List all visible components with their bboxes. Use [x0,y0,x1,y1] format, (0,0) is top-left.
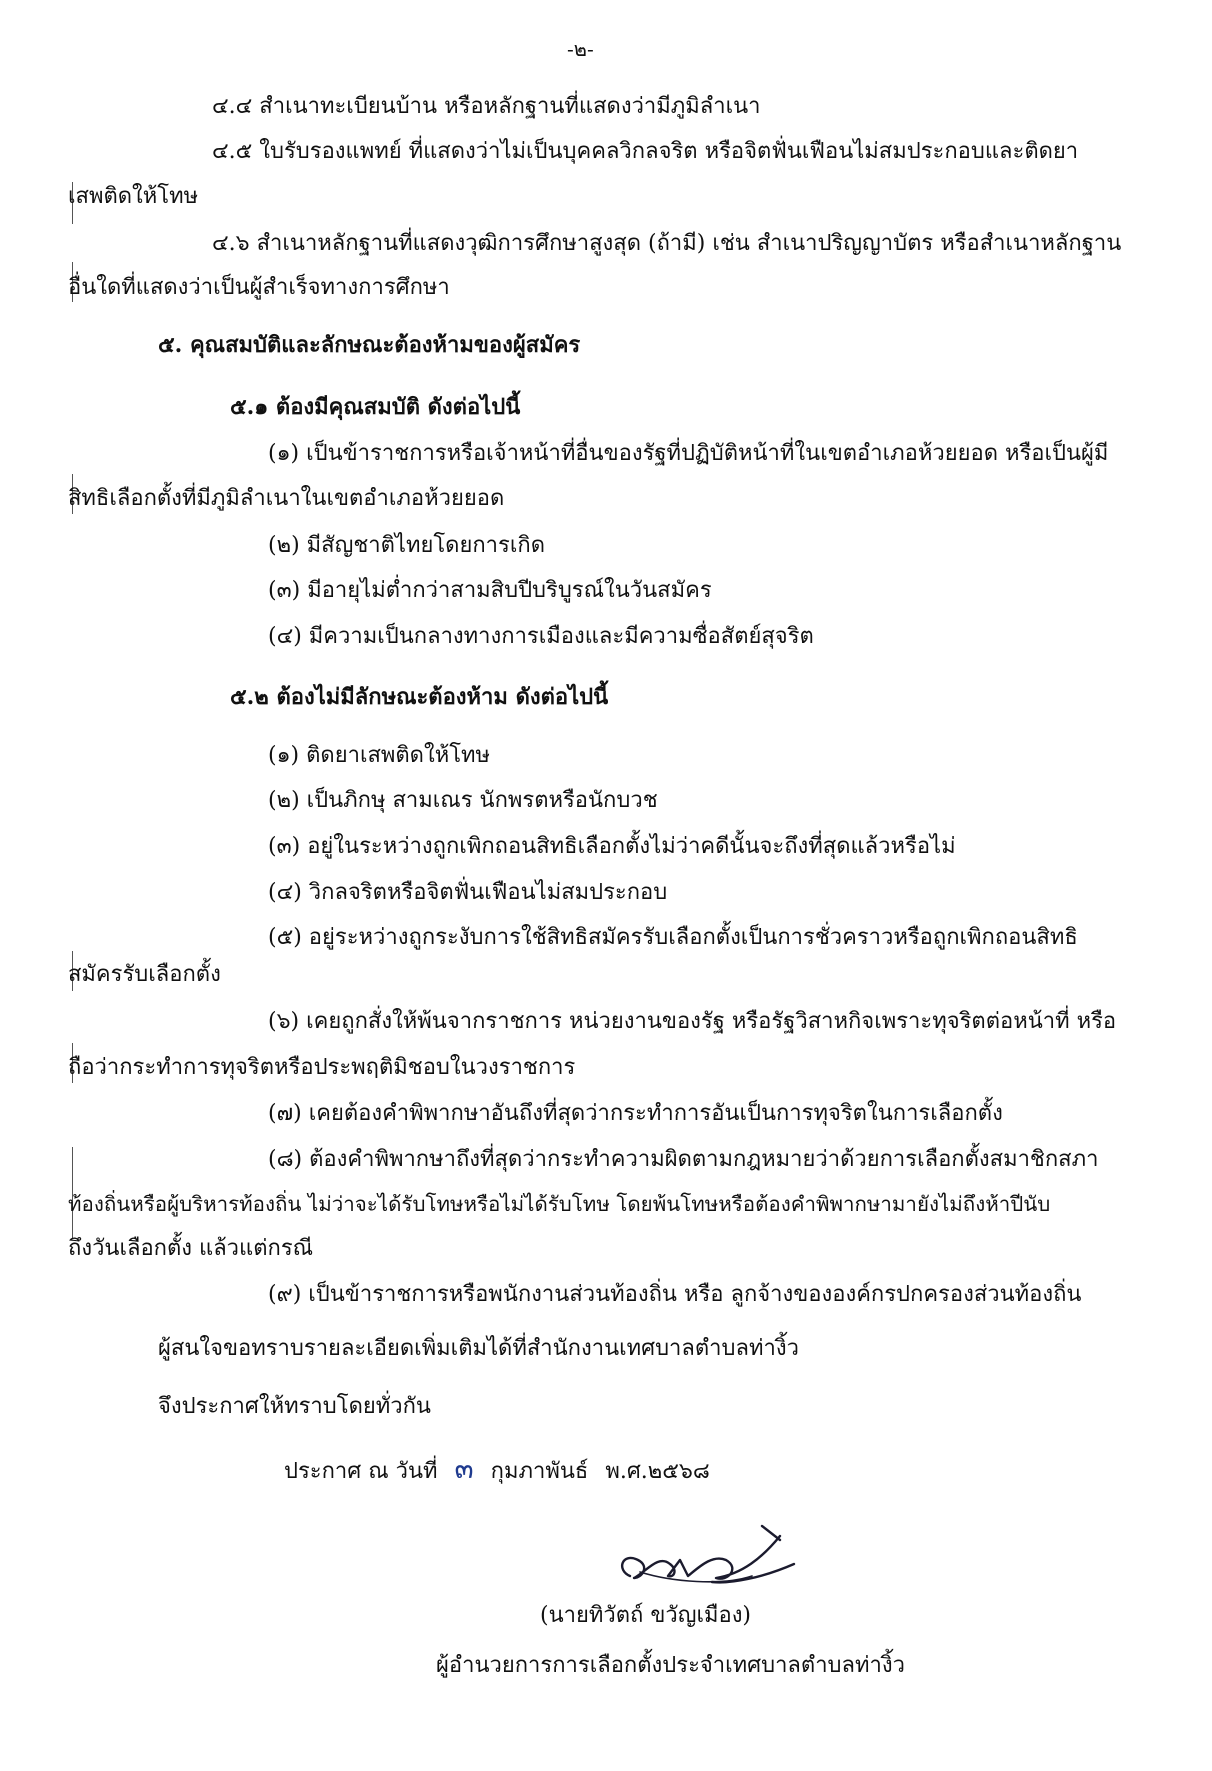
qualification-3: (๓) มีอายุไม่ต่ำกว่าสามสิบปีบริบูรณ์ในวันสมัคร [268,578,712,603]
qualification-2: (๒) มีสัญชาติไทยโดยการเกิด [268,533,545,558]
date-month: กุมภาพันธ์ [490,1459,589,1484]
page-number: -๒- [567,37,594,61]
date-day: ๓ [454,1452,474,1485]
item-4-5-line1: ๔.๕ ใบรับรองแพทย์ ที่แสดงว่าไม่เป็นบุคคลวิกลจริต หรือจิตฟั่นเฟือนไม่สมประกอบและติดยา [212,139,1079,164]
item-4-5-line2: เสพติดให้โทษ [68,184,199,209]
prohibition-4: (๔) วิกลจริตหรือจิตฟั่นเฟือนไม่สมประกอบ [268,880,668,905]
prohibition-6-line2: ถือว่ากระทำการทุจริตหรือประพฤติมิชอบในวงราชการ [68,1055,576,1080]
prohibition-1: (๑) ติดยาเสพติดให้โทษ [268,743,491,768]
qualification-1-line2: สิทธิเลือกตั้งที่มีภูมิลำเนาในเขตอำเภอห้วยยอด [68,486,505,511]
section-5-heading: ๕. คุณสมบัติและลักษณะต้องห้ามของผู้สมัคร [158,332,581,358]
prohibition-5-line1: (๕) อยู่ระหว่างถูกระงับการใช้สิทธิสมัครรับเลือกตั้งเป็นการชั่วคราวหรือถูกเพิกถอนสิทธิ [268,925,1078,950]
prohibition-8-line3: ถึงวันเลือกตั้ง แล้วแต่กรณี [68,1236,314,1261]
item-4-6-line1: ๔.๖ สำเนาหลักฐานที่แสดงวุฒิการศึกษาสูงสุด (ถ้ามี) เช่น สำเนาปริญญาบัตร หรือสำเนาหลักฐาน [212,231,1122,256]
section-5-1-heading: ๕.๑ ต้องมีคุณสมบัติ ดังต่อไปนี้ [230,394,521,420]
date-year: พ.ศ.๒๕๖๘ [605,1459,710,1484]
prohibition-6-line1: (๖) เคยถูกสั่งให้พ้นจากราชการ หน่วยงานของรัฐ หรือรัฐวิสาหกิจเพราะทุจริตต่อหน้าที่ หรือ [268,1009,1117,1034]
handwritten-signature [612,1512,807,1590]
prohibition-7: (๗) เคยต้องคำพิพากษาอันถึงที่สุดว่ากระทำการอันเป็นการทุจริตในการเลือกตั้ง [268,1101,1003,1126]
signatory-position: ผู้อำนวยการการเลือกตั้งประจำเทศบาลตำบลท่างิ้ว [436,1653,905,1678]
prohibition-8-line2: ท้องถิ่นหรือผู้บริหารท้องถิ่น ไม่ว่าจะได้รับโทษหรือไม่ได้รับโทษ โดยพ้นโทษหรือต้องคำพิพากษามายังไม่ถึงห้าปีนับ [68,1192,1051,1216]
announcement-date [284,1454,710,1487]
qualification-1-line1: (๑) เป็นข้าราชการหรือเจ้าหน้าที่อื่นของรัฐที่ปฏิบัติหน้าที่ในเขตอำเภอห้วยยอด หรือเป็นผู้มี [268,441,1109,466]
prohibition-8-line1: (๘) ต้องคำพิพากษาถึงที่สุดว่ากระทำความผิดตามกฎหมายว่าด้วยการเลือกตั้งสมาชิกสภา [268,1147,1099,1172]
item-4-6-line2: อื่นใดที่แสดงว่าเป็นผู้สำเร็จทางการศึกษา [68,275,450,300]
prohibition-9: (๙) เป็นข้าราชการหรือพนักงานส่วนท้องถิ่น หรือ ลูกจ้างขององค์กรปกครองส่วนท้องถิ่น [268,1282,1082,1307]
contact-statement: ผู้สนใจขอทราบรายละเอียดเพิ่มเติมได้ที่สำนักงานเทศบาลตำบลท่างิ้ว [158,1336,799,1361]
date-prefix: ประกาศ ณ วันที่ [284,1459,438,1484]
item-4-4: ๔.๔ สำเนาทะเบียนบ้าน หรือหลักฐานที่แสดงว่ามีภูมิลำเนา [212,94,761,119]
announcement-statement: จึงประกาศให้ทราบโดยทั่วกัน [158,1394,431,1419]
prohibition-3: (๓) อยู่ในระหว่างถูกเพิกถอนสิทธิเลือกตั้งไม่ว่าคดีนั้นจะถึงที่สุดแล้วหรือไม่ [268,834,956,859]
section-5-2-heading: ๕.๒ ต้องไม่มีลักษณะต้องห้าม ดังต่อไปนี้ [230,684,609,710]
prohibition-5-line2: สมัครรับเลือกตั้ง [68,962,221,987]
signatory-name: (นายทิวัตถ์ ขวัญเมือง) [540,1603,752,1628]
qualification-4: (๔) มีความเป็นกลางทางการเมืองและมีความซื่อสัตย์สุจริต [268,624,814,649]
prohibition-2: (๒) เป็นภิกษุ สามเณร นักพรตหรือนักบวช [268,788,658,813]
